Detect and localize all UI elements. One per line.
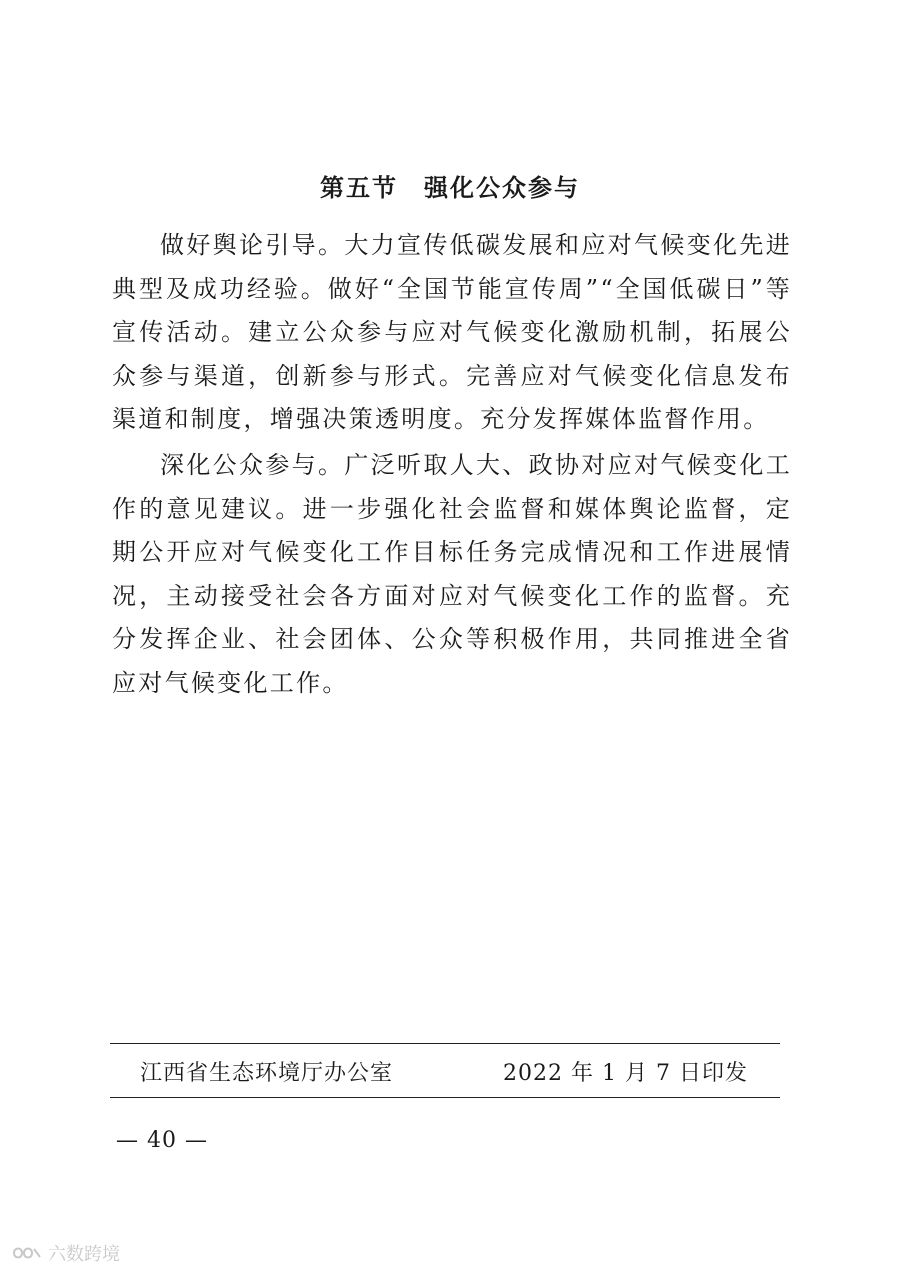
footer-top-rule: [110, 1043, 780, 1044]
footer-print-date: 2022 年 1 月 7 日印发: [503, 1061, 748, 1086]
paragraph-public-participation: 深化公众参与。广泛听取人大、政协对应对气候变化工作的意见建议。进一步强化社会监督和媒体舆论监督，定期公开应对气候变化工作目标任务完成情况和工作进展情况，主动接受社会各方面对应对气候变化工作的监督。充分发挥企业、社会团体、公众等积极作用，共同推进全省应对气候变化工作。: [112, 451, 792, 697]
logo-icon: [10, 1243, 42, 1263]
paragraph-public-opinion: 做好舆论引导。大力宣传低碳发展和应对气候变化先进典型及成功经验。做好“全国节能宣传周”“全国低碳日”等宣传活动。建立公众参与应对气候变化激励机制，拓展公众参与渠道，创新参与形式。完善应对气候变化信息发布渠道和制度，增强决策透明度。充分发挥媒体监督作用。: [112, 231, 792, 433]
watermark: [10, 1240, 120, 1266]
footer-bottom-rule: [110, 1097, 780, 1098]
watermark-text: 六数跨境: [48, 1244, 120, 1265]
footer-organization: 江西省生态环境厅办公室: [140, 1061, 394, 1086]
page-number: — 40 —: [116, 1128, 208, 1153]
section-title: 第五节 强化公众参与: [320, 174, 580, 202]
